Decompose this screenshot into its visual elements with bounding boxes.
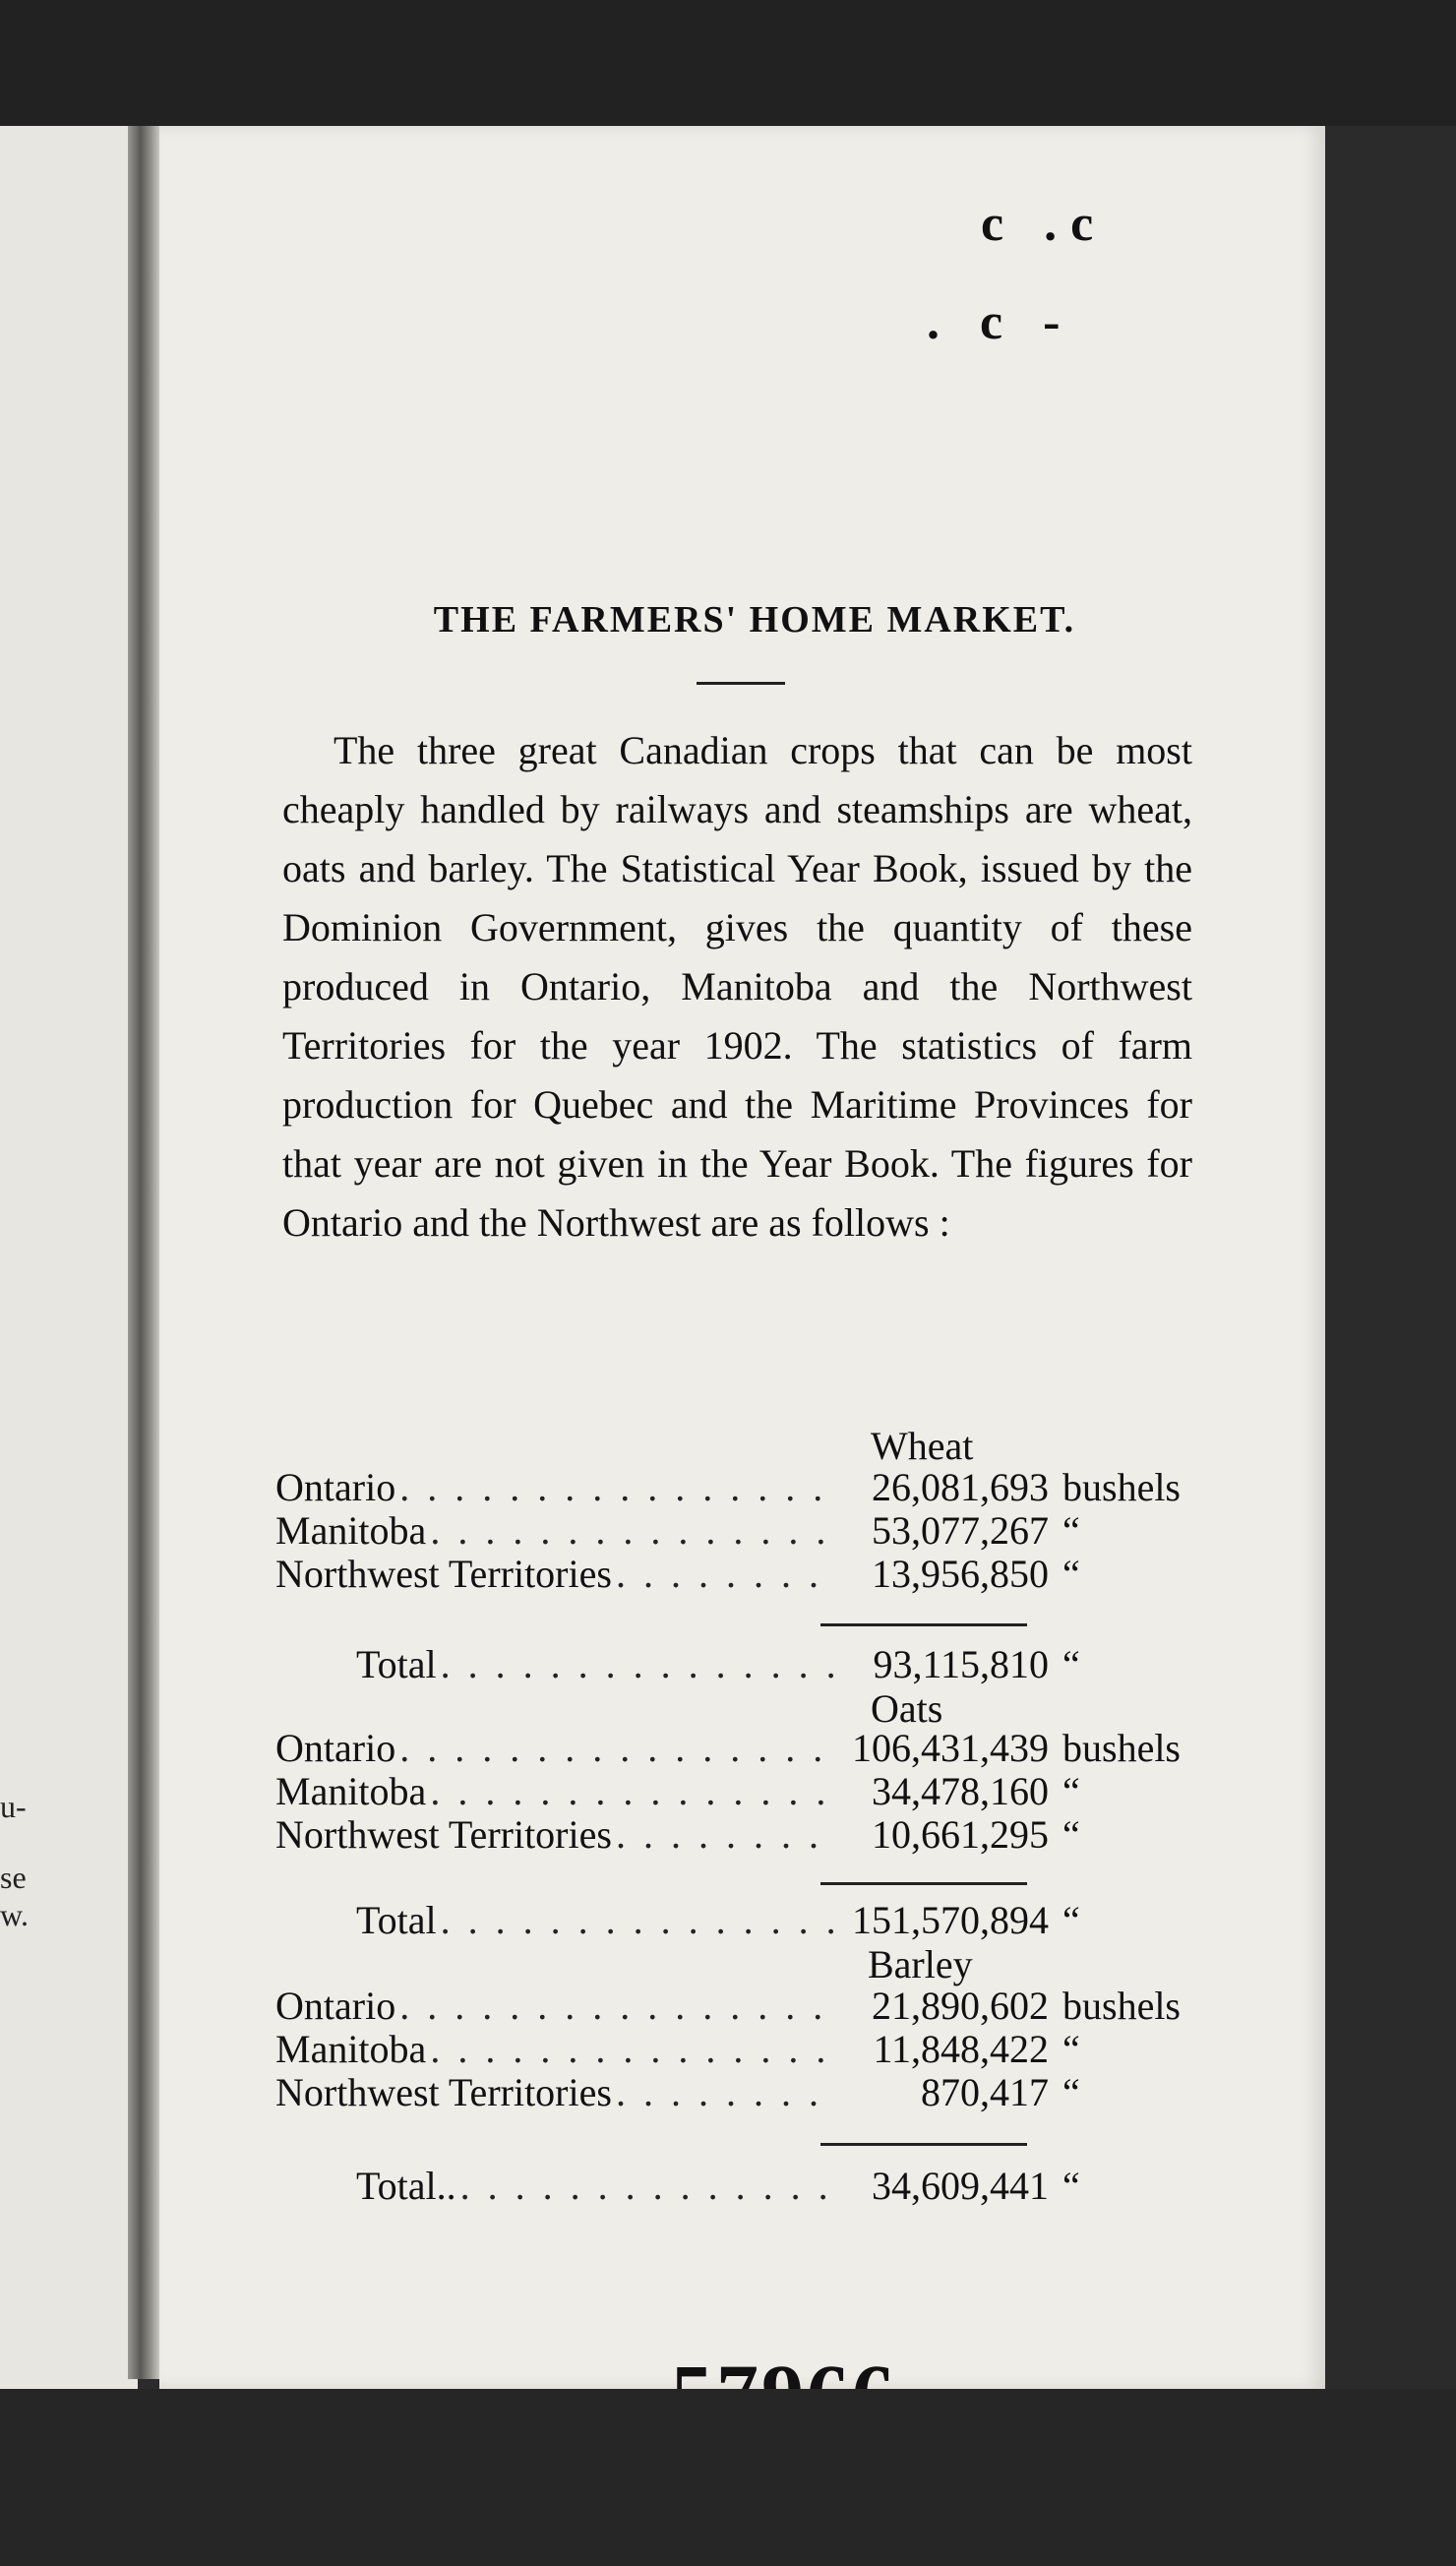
table-row — [275, 1464, 1200, 1507]
region-label: Northwest Territories — [275, 2070, 612, 2114]
region-label: Manitoba — [275, 2027, 427, 2071]
leader-dots — [430, 1768, 838, 1814]
unit-label: bushels — [1062, 1984, 1181, 2028]
table-row — [275, 1507, 1200, 1551]
unit-label: bushels — [1062, 1726, 1181, 1770]
bushel-value: 13,956,850 — [872, 1552, 1049, 1596]
facing-page-fragment: w. — [0, 1897, 30, 1932]
table-row — [275, 2069, 1200, 2112]
total-value: 93,115,810 — [873, 1642, 1049, 1686]
unit-label: “ — [1062, 1642, 1080, 1686]
crop-header-oats: Oats — [871, 1686, 943, 1731]
total-label: Total.. — [356, 2164, 456, 2208]
corner-mark: c .c — [981, 196, 1108, 252]
region-label: Northwest Territories — [275, 1552, 612, 1596]
unit-label: “ — [1062, 1898, 1080, 1942]
bushel-value: 26,081,693 — [872, 1465, 1049, 1509]
table-row — [275, 1983, 1200, 2026]
total-value: 34,609,441 — [872, 2164, 1049, 2208]
unit-label: “ — [1062, 2070, 1080, 2114]
table-row — [275, 1811, 1200, 1855]
region-label: Ontario — [275, 1984, 396, 2028]
page-title: THE FARMERS' HOME MARKET. — [433, 599, 1076, 641]
unit-label: “ — [1062, 1508, 1080, 1553]
facing-page-fragment: se — [0, 1860, 27, 1895]
unit-label: “ — [1062, 1812, 1080, 1857]
sum-rule — [820, 1623, 1027, 1626]
bushel-value: 21,890,602 — [872, 1984, 1049, 2028]
total-label: Total — [356, 1642, 437, 1686]
document-page — [159, 126, 1325, 2389]
corner-mark: . c - — [927, 294, 1074, 350]
total-value: 151,570,894 — [852, 1898, 1049, 1942]
crop-header-wheat: Wheat — [871, 1424, 974, 1468]
sum-rule — [820, 2143, 1027, 2146]
book-spine — [128, 126, 159, 2379]
table-row — [275, 2026, 1200, 2069]
region-label: Northwest Territories — [275, 1812, 612, 1857]
total-row — [356, 1897, 1200, 1940]
title-rule — [697, 682, 785, 685]
region-label: Ontario — [275, 1726, 396, 1770]
bushel-value: 34,478,160 — [872, 1769, 1049, 1813]
region-label: Ontario — [275, 1465, 396, 1509]
unit-label: “ — [1062, 2164, 1080, 2208]
total-row — [356, 1641, 1200, 1684]
table-row — [275, 1725, 1200, 1768]
region-label: Manitoba — [275, 1769, 427, 1813]
unit-label: bushels — [1062, 1465, 1181, 1509]
leader-dots — [430, 2026, 838, 2072]
leader-dots — [399, 1464, 838, 1510]
facing-page-fragment: u- — [0, 1789, 27, 1824]
unit-label: “ — [1062, 2027, 1080, 2071]
table-row — [275, 1768, 1200, 1811]
bushel-value: 870,417 — [921, 2070, 1049, 2114]
scan-border-bottom — [0, 2389, 1456, 2566]
bushel-value: 106,431,439 — [852, 1726, 1049, 1770]
total-label: Total — [356, 1898, 437, 1942]
facing-page-edge — [0, 126, 138, 2389]
leader-dots — [441, 1641, 838, 1687]
leader-dots — [616, 1551, 838, 1597]
leader-dots — [441, 1897, 838, 1943]
sum-rule — [820, 1882, 1027, 1885]
total-row — [356, 2163, 1200, 2206]
intro-paragraph: The three great Canadian crops that can be most cheaply handled by railways and steamships are wheat, oats and barley. The Statistical Year Book, issued by the Dominion Government, gives the quantity of these produced in Ontario, Manitoba and the Northwest Territories for the year 1902. The statistics of farm production for Quebec and the Maritime Provinces for that year are not given in the Year Book. The figures for Ontario and the Northwest are as follows : — [282, 728, 1192, 1245]
leader-dots — [399, 1983, 838, 2029]
bushel-value: 11,848,422 — [873, 2027, 1049, 2071]
unit-label: “ — [1062, 1769, 1080, 1813]
leader-dots — [399, 1725, 838, 1771]
unit-label: “ — [1062, 1552, 1080, 1596]
leader-dots — [460, 2163, 838, 2209]
leader-dots — [616, 2069, 838, 2115]
bushel-value: 10,661,295 — [872, 1812, 1049, 1857]
table-row — [275, 1551, 1200, 1594]
leader-dots — [430, 1507, 838, 1554]
bushel-value: 53,077,267 — [872, 1508, 1049, 1553]
region-label: Manitoba — [275, 1508, 427, 1553]
crop-header-barley: Barley — [868, 1942, 973, 1986]
leader-dots — [616, 1811, 838, 1858]
scan-border-top — [0, 0, 1456, 126]
